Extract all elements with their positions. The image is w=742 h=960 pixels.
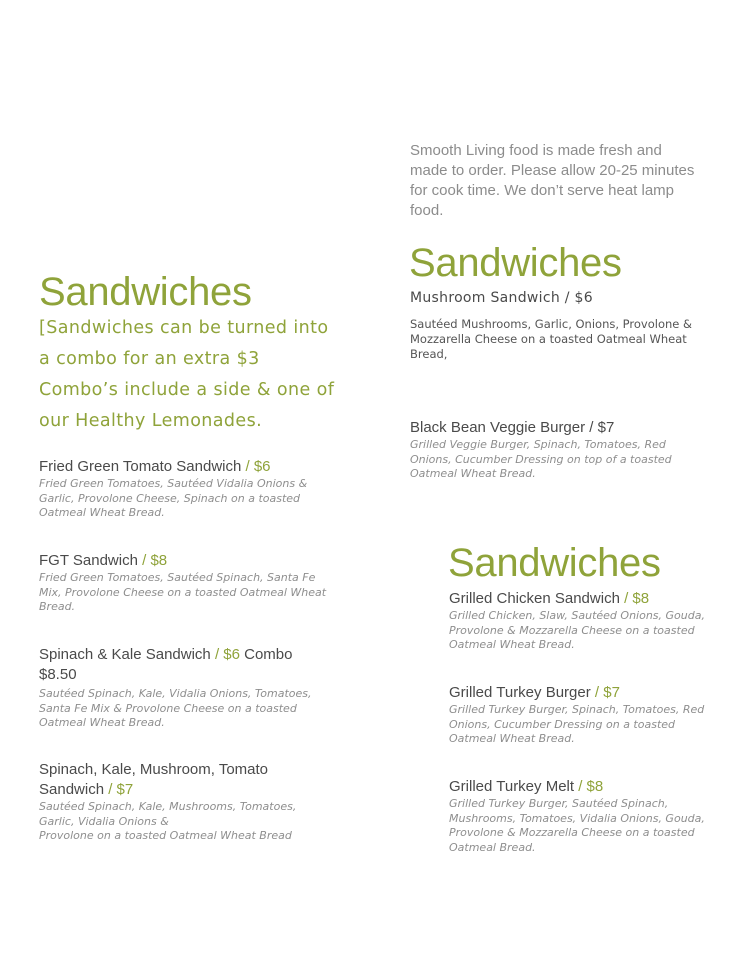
combo-price: Combo $8.50 bbox=[39, 646, 293, 683]
item-price: / $7 bbox=[585, 419, 615, 436]
item-description: Fried Green Tomatoes, Sautéed Spinach, Santa Fe Mix, Provolone Cheese on a toasted Oatmeal Wheat Bread. bbox=[39, 571, 327, 613]
menu-item bbox=[449, 589, 719, 653]
item-description: Fried Green Tomatoes, Sautéed Vidalia Onions & Garlic, Provolone Cheese, Spinach on a toasted Oatmeal Wheat Bread. bbox=[39, 477, 308, 519]
item-price: / $8 bbox=[619, 590, 650, 607]
item-title bbox=[449, 683, 719, 703]
item-name: FGT Sandwich bbox=[39, 552, 138, 569]
right-top-section-heading: Sandwiches bbox=[409, 241, 622, 285]
item-title bbox=[39, 645, 319, 685]
item-title bbox=[39, 457, 339, 477]
item-price: / $8 bbox=[574, 778, 604, 795]
menu-item bbox=[39, 645, 319, 731]
description-line: Provolone on a toasted Oatmeal Wheat Bread bbox=[39, 829, 292, 842]
item-title bbox=[449, 777, 719, 797]
menu-item bbox=[410, 418, 700, 482]
menu-item bbox=[449, 683, 719, 747]
intro-note: Smooth Living food is made fresh and made to order. Please allow 20-25 minutes for cook time. We don’t serve heat lamp food. bbox=[410, 142, 695, 219]
item-description: Grilled Turkey Burger, Sautéed Spinach, Mushrooms, Tomatoes, Vidalia Onions, Gouda, Provolone & Mozzarella Cheese on a toasted Oatmeal Bread. bbox=[449, 797, 705, 854]
menu-item bbox=[39, 760, 299, 844]
item-description: Sautéed Mushrooms, Garlic, Onions, Provolone & Mozzarella Cheese on a toasted Oatmeal Wheat Bread, bbox=[410, 317, 692, 361]
item-description: Grilled Veggie Burger, Spinach, Tomatoes, Red Onions, Cucumber Dressing on top of a toasted Oatmeal Wheat Bread. bbox=[410, 438, 672, 480]
description-line: Sautéed Spinach, Kale, Mushrooms, Tomatoes, Garlic, Vidalia Onions & bbox=[39, 800, 297, 828]
item-title bbox=[449, 589, 719, 609]
right-bottom-section-heading: Sandwiches bbox=[448, 541, 661, 585]
item-name: Grilled Turkey Melt bbox=[449, 778, 575, 795]
item-description bbox=[39, 800, 329, 844]
item-name: Grilled Chicken Sandwich bbox=[449, 590, 620, 607]
item-title bbox=[39, 760, 299, 800]
item-title bbox=[39, 551, 339, 571]
item-description: Grilled Turkey Burger, Spinach, Tomatoes, Red Onions, Cucumber Dressing on a toasted Oatmeal Wheat Bread. bbox=[449, 703, 705, 745]
item-name: Spinach, Kale, Mushroom, Tomato Sandwich bbox=[39, 761, 269, 798]
item-name: Black Bean Veggie Burger bbox=[410, 419, 586, 436]
combo-note: [Sandwiches can be turned into a combo for an extra $3 Combo’s include a side & one of our Healthy Lemonades. bbox=[39, 318, 335, 431]
item-description: Sautéed Spinach, Kale, Vidalia Onions, Tomatoes, Santa Fe Mix & Provolone Cheese on a toasted Oatmeal Wheat Bread. bbox=[39, 687, 312, 729]
item-title: Mushroom Sandwich / $6 bbox=[410, 290, 593, 306]
item-title bbox=[410, 418, 700, 438]
menu-item bbox=[449, 777, 719, 855]
item-name: Fried Green Tomato Sandwich bbox=[39, 458, 242, 475]
item-price: / $6 bbox=[210, 646, 240, 663]
left-section-heading: Sandwiches bbox=[39, 270, 252, 314]
item-price: / $7 bbox=[104, 781, 134, 798]
item-price: / $6 bbox=[241, 458, 271, 475]
item-price: / $8 bbox=[137, 552, 168, 569]
menu-item bbox=[410, 288, 710, 362]
item-description: Grilled Chicken, Slaw, Sautéed Onions, Gouda, Provolone & Mozzarella Cheese on a toasted Oatmeal Wheat Bread. bbox=[449, 609, 705, 651]
menu-item bbox=[39, 551, 339, 615]
item-name: Grilled Turkey Burger bbox=[449, 684, 591, 701]
menu-item bbox=[39, 457, 339, 521]
item-price: / $7 bbox=[590, 684, 620, 701]
item-name: Spinach & Kale Sandwich bbox=[39, 646, 211, 663]
